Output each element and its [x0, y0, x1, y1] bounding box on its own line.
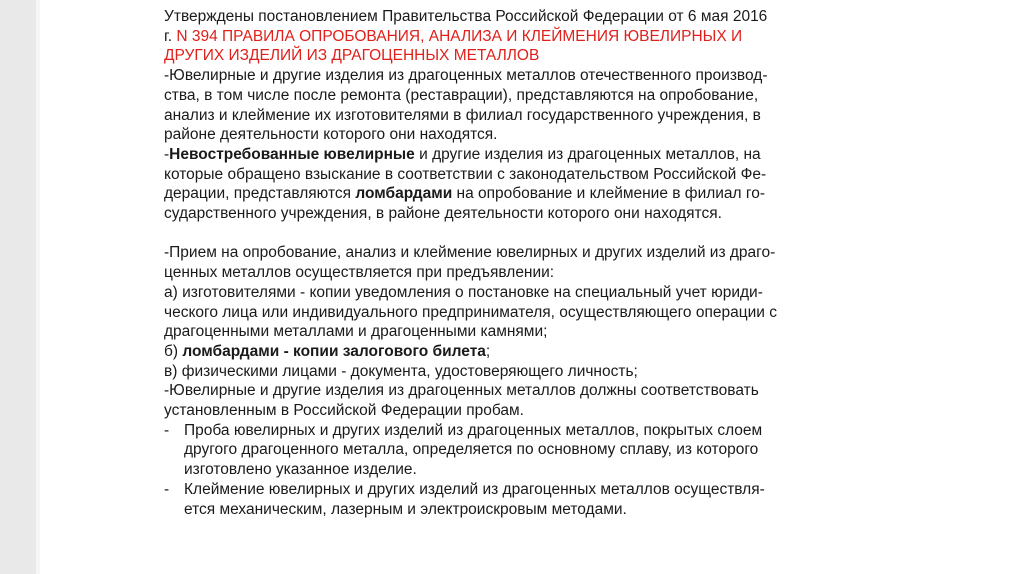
para3-line: драгоценными металлами и драгоценными камнями;: [164, 323, 548, 341]
unclaimed-jewelry-bold: Невостребованные ювелирные: [169, 145, 415, 163]
para2-line: [164, 184, 854, 204]
para3-line: ческого лица или индивидуального предпринимателя, осуществляющего операции с: [164, 303, 777, 321]
bullet-line: изготовлено указанное изделие.: [184, 461, 417, 479]
title-line-1: [164, 27, 854, 47]
para2-text: и другие изделия из драгоценных металлов, на: [414, 145, 761, 163]
para1-line: анализ и клеймение их изготовителями в филиал государственного учреждения, в: [164, 106, 761, 124]
item-b-suffix: ;: [485, 342, 491, 360]
item-v-line: в) физическими лицами - документа, удостоверяющего личность;: [164, 362, 638, 380]
para2-text: дерации, представляются: [164, 185, 356, 203]
item-b-prefix: б): [164, 342, 183, 360]
para1-line: районе деятельности которого они находятся.: [164, 126, 498, 144]
para2-text: на опробование и клеймение в филиал го-: [452, 185, 765, 203]
bullet-line: другого драгоценного металла, определяется по основному сплаву, из которого: [184, 441, 759, 459]
bullet-dash: -: [164, 421, 170, 439]
para2-line: которые обращено взыскание в соответствии с законодательством Российской Фе-: [164, 165, 767, 183]
para4-line: -Ювелирные и другие изделия из драгоценных металлов должны соответствовать: [164, 382, 759, 400]
document-title-part-1: N 394 ПРАВИЛА ОПРОБОВАНИЯ, АНАЛИЗА И КЛЕЙМЕНИЯ ЮВЕЛИРНЫХ И: [176, 27, 743, 45]
dash-prefix: -: [164, 145, 170, 163]
bullet-line: Проба ювелирных и других изделий из драгоценных металлов, покрытых слоем: [184, 421, 763, 439]
bullet-item-1: [164, 421, 854, 480]
para2-line: [164, 145, 854, 165]
pawn-ticket-bold: ломбардами - копии залогового билета: [182, 342, 486, 360]
item-b-line: [164, 342, 854, 362]
pawnshops-bold: ломбардами: [355, 185, 453, 203]
para1-line: -Ювелирные и другие изделия из драгоценных металлов отечественного производ-: [164, 67, 768, 85]
para2-line: сударственного учреждения, в районе деятельности которого они находятся.: [164, 205, 722, 223]
bullet-line: Клеймение ювелирных и других изделий из драгоценных металлов осуществля-: [184, 480, 765, 498]
approval-line: Утверждены постановлением Правительства Российской Федерации от 6 мая 2016: [164, 8, 768, 25]
paragraph-spacer: [164, 224, 854, 244]
para1-line: ства, в том числе после ремонта (реставрации), представляются на опробование,: [164, 86, 759, 104]
approval-suffix: г.: [164, 27, 177, 45]
bullet-line: ется механическим, лазерным и электроискровым методами.: [184, 500, 627, 518]
bullet-dash: -: [164, 480, 170, 498]
left-decorative-bar: [0, 0, 40, 574]
bullet-item-2: [164, 480, 854, 519]
document-text: [164, 7, 854, 519]
document-title-part-2: ДРУГИХ ИЗДЕЛИЙ ИЗ ДРАГОЦЕННЫХ МЕТАЛЛОВ: [164, 47, 540, 65]
para3-line: ценных металлов осуществляется при предъявлении:: [164, 264, 555, 282]
para3-line: -Прием на опробование, анализ и клеймение ювелирных и других изделий из драго-: [164, 244, 776, 262]
para4-line: установленным в Российской Федерации пробам.: [164, 402, 524, 420]
para3-line: а) изготовителями - копии уведомления о постановке на специальный учет юриди-: [164, 283, 763, 301]
